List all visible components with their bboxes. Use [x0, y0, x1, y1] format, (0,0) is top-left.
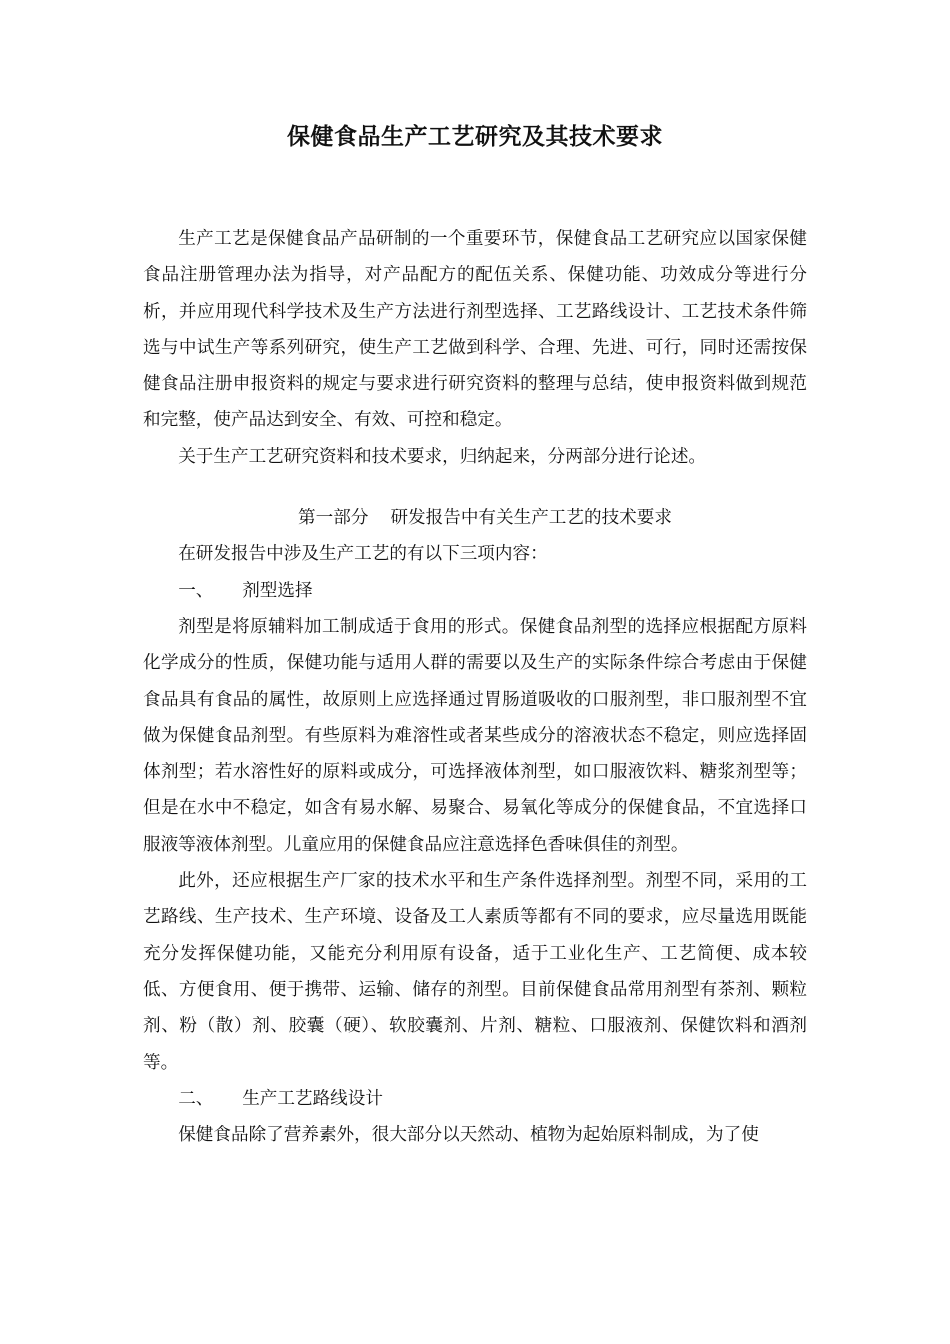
part1-title: 研发报告中有关生产工艺的技术要求 [390, 508, 672, 529]
item1-title: 剂型选择 [242, 580, 313, 601]
item1-paragraph-2: 此外，还应根据生产厂家的技术水平和生产条件选择剂型。剂型不同，采用的工艺路线、生产技术、生产环境、设备及工人素质等都有不同的要求，应尽量选用既能充分发挥保健功能，又能充分利用原有设备，适于工业化生产、工艺简便、成本较低、方便食用、便于携带、运输、储存的剂型。目前保健食品常用剂型有茶剂、颗粒剂、粉（散）剂、胶囊（硬）、软胶囊剂、片剂、糖粒、口服液剂、保健饮料和酒剂等。 [143, 871, 807, 1073]
item2-title: 生产工艺路线设计 [242, 1088, 383, 1109]
item2-number: 二、 [178, 1088, 214, 1109]
part1-heading [143, 500, 807, 536]
document-title: 保健食品生产工艺研究及其技术要求 [287, 123, 663, 150]
part1-label: 第一部分 [298, 508, 369, 529]
item1-heading [143, 573, 807, 609]
intro-paragraph-1: 生产工艺是保健食品产品研制的一个重要环节，保健食品工艺研究应以国家保健食品注册管理办法为指导，对产品配方的配伍关系、保健功能、功效成分等进行分析，并应用现代科学技术及生产方法进行剂型选择、工艺路线设计、工艺技术条件筛选与中试生产等系列研究，使生产工艺做到科学、合理、先进、可行，同时还需按保健食品注册申报资料的规定与要求进行研究资料的整理与总结，使申报资料做到规范和完整，使产品达到安全、有效、可控和稳定。 [143, 229, 807, 431]
item2-heading [143, 1081, 807, 1117]
item1-paragraph-1: 剂型是将原辅料加工制成适于食用的形式。保健食品剂型的选择应根据配方原料化学成分的性质，保健功能与适用人群的需要以及生产的实际条件综合考虑由于保健食品具有食品的属性，故原则上应选择通过胃肠道吸收的口服剂型，非口服剂型不宜做为保健食品剂型。有些原料为难溶性或者某些成分的溶液状态不稳定，则应选择固体剂型；若水溶性好的原料或成分，可选择液体剂型，如口服液饮料、糖浆剂型等；但是在水中不稳定，如含有易水解、易聚合、易氧化等成分的保健食品，不宜选择口服液等液体剂型。儿童应用的保健食品应注意选择色香味俱佳的剂型。 [143, 616, 807, 855]
item2-paragraph-1: 保健食品除了营养素外，很大部分以天然动、植物为起始原料制成，为了使 [178, 1125, 759, 1146]
item1-number: 一、 [178, 580, 214, 601]
part1-intro: 在研发报告中涉及生产工艺的有以下三项内容： [178, 544, 548, 565]
document-body [143, 221, 807, 1153]
intro-paragraph-2: 关于生产工艺研究资料和技术要求，归纳起来，分两部分进行论述。 [178, 446, 707, 467]
